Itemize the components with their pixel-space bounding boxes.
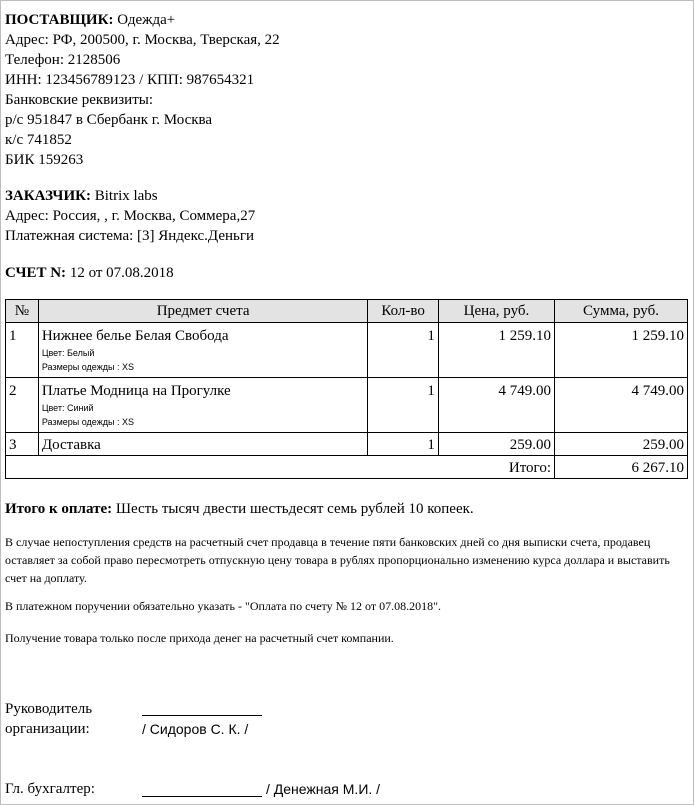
item-attribute-color: Цвет: Белый xyxy=(41,348,95,358)
customer-title xyxy=(5,186,255,206)
invoice-number-line xyxy=(5,263,174,283)
supplier-heading: ПОСТАВЩИК: xyxy=(5,12,114,28)
col-header-price: Цена, руб. xyxy=(438,300,554,323)
item-name: Доставка xyxy=(38,433,368,456)
table-header-row xyxy=(6,300,688,323)
item-attribute-color: Цвет: Синий xyxy=(41,403,94,413)
table-total-row xyxy=(6,456,688,479)
accountant-name: / Денежная М.И. / xyxy=(266,781,381,797)
total-label: Итого: xyxy=(6,456,555,479)
col-header-sum: Сумма, руб. xyxy=(555,300,688,323)
note-price-change: В случае непоступления средств на расчетный счет продавца в течение пяти банковских дней со дня выписки счета, продавец оставляет за собой право пересмотреть отпускную цену товара в рублях пропорционально изменению курса доллара и выставить счет на доплату. xyxy=(5,535,670,585)
row-number: 1 xyxy=(6,323,39,378)
row-price: 259.00 xyxy=(438,433,554,456)
row-qty: 1 xyxy=(368,378,439,433)
row-qty: 1 xyxy=(368,323,439,378)
table-row xyxy=(6,433,688,456)
col-header-qty: Кол-во xyxy=(368,300,439,323)
supplier-phone: Телефон: 2128506 xyxy=(5,52,121,68)
note-payment-reference: В платежном поручении обязательно указать - "Оплата по счету № 12 от 07.08.2018". xyxy=(5,599,442,613)
customer-name: Bitrix labs xyxy=(94,188,158,204)
col-header-item: Предмет счета xyxy=(38,300,368,323)
supplier-block xyxy=(5,10,280,170)
row-price: 1 259.10 xyxy=(438,323,554,378)
row-qty: 1 xyxy=(368,433,439,456)
total-value: 6 267.10 xyxy=(555,456,688,479)
invoice-number-date: 12 от 07.08.2018 xyxy=(69,265,174,281)
row-sum: 259.00 xyxy=(555,433,688,456)
director-label-line2: организации: xyxy=(5,721,90,737)
customer-address: Адрес: Россия, , г. Москва, Соммера,27 xyxy=(5,208,256,224)
row-sum: 1 259.10 xyxy=(555,323,688,378)
director-label-line1: Руководитель xyxy=(5,701,93,717)
col-header-number: № xyxy=(6,300,39,323)
item-attribute-size: Размеры одежды : XS xyxy=(41,362,134,372)
bank-account: р/с 951847 в Сбербанк г. Москва xyxy=(5,112,213,128)
note-delivery-condition: Получение товара только после прихода денег на расчетный счет компании. xyxy=(5,631,394,645)
item-name: Нижнее белье Белая Свобода xyxy=(41,328,229,344)
table-row xyxy=(6,378,688,433)
bank-bik: БИК 159263 xyxy=(5,152,84,168)
amount-due-label: Итого к оплате: xyxy=(5,501,113,517)
invoice-table xyxy=(5,299,688,479)
row-number: 2 xyxy=(6,378,39,433)
supplier-name: Одежда+ xyxy=(117,12,176,28)
corr-account: к/с 741852 xyxy=(5,132,72,148)
supplier-title xyxy=(5,10,280,30)
amount-due-line xyxy=(5,499,474,519)
row-item xyxy=(38,378,368,433)
row-sum: 4 749.00 xyxy=(555,378,688,433)
accountant-label: Гл. бухгалтер: xyxy=(5,781,95,797)
row-item xyxy=(38,323,368,378)
supplier-address: Адрес: РФ, 200500, г. Москва, Тверская, 22 xyxy=(5,32,280,48)
row-number: 3 xyxy=(6,433,39,456)
amount-due-words: Шесть тысяч двести шестьдесят семь рублей 10 копеек. xyxy=(115,501,474,517)
item-attribute-size: Размеры одежды : XS xyxy=(41,417,134,427)
customer-block xyxy=(5,186,255,246)
bank-details-heading: Банковские реквизиты: xyxy=(5,92,154,108)
customer-payment-system: Платежная система: [3] Яндекс.Деньги xyxy=(5,228,255,244)
row-price: 4 749.00 xyxy=(438,378,554,433)
invoice-heading: СЧЕТ N: xyxy=(5,265,67,281)
item-name: Платье Модница на Прогулке xyxy=(41,383,231,399)
director-name: / Сидоров С. К. / xyxy=(142,721,249,737)
customer-heading: ЗАКАЗЧИК: xyxy=(5,188,91,204)
supplier-inn-kpp: ИНН: 123456789123 / КПП: 987654321 xyxy=(5,72,255,88)
table-row xyxy=(6,323,688,378)
director-signature-line xyxy=(142,715,262,716)
accountant-signature-line xyxy=(142,796,262,797)
